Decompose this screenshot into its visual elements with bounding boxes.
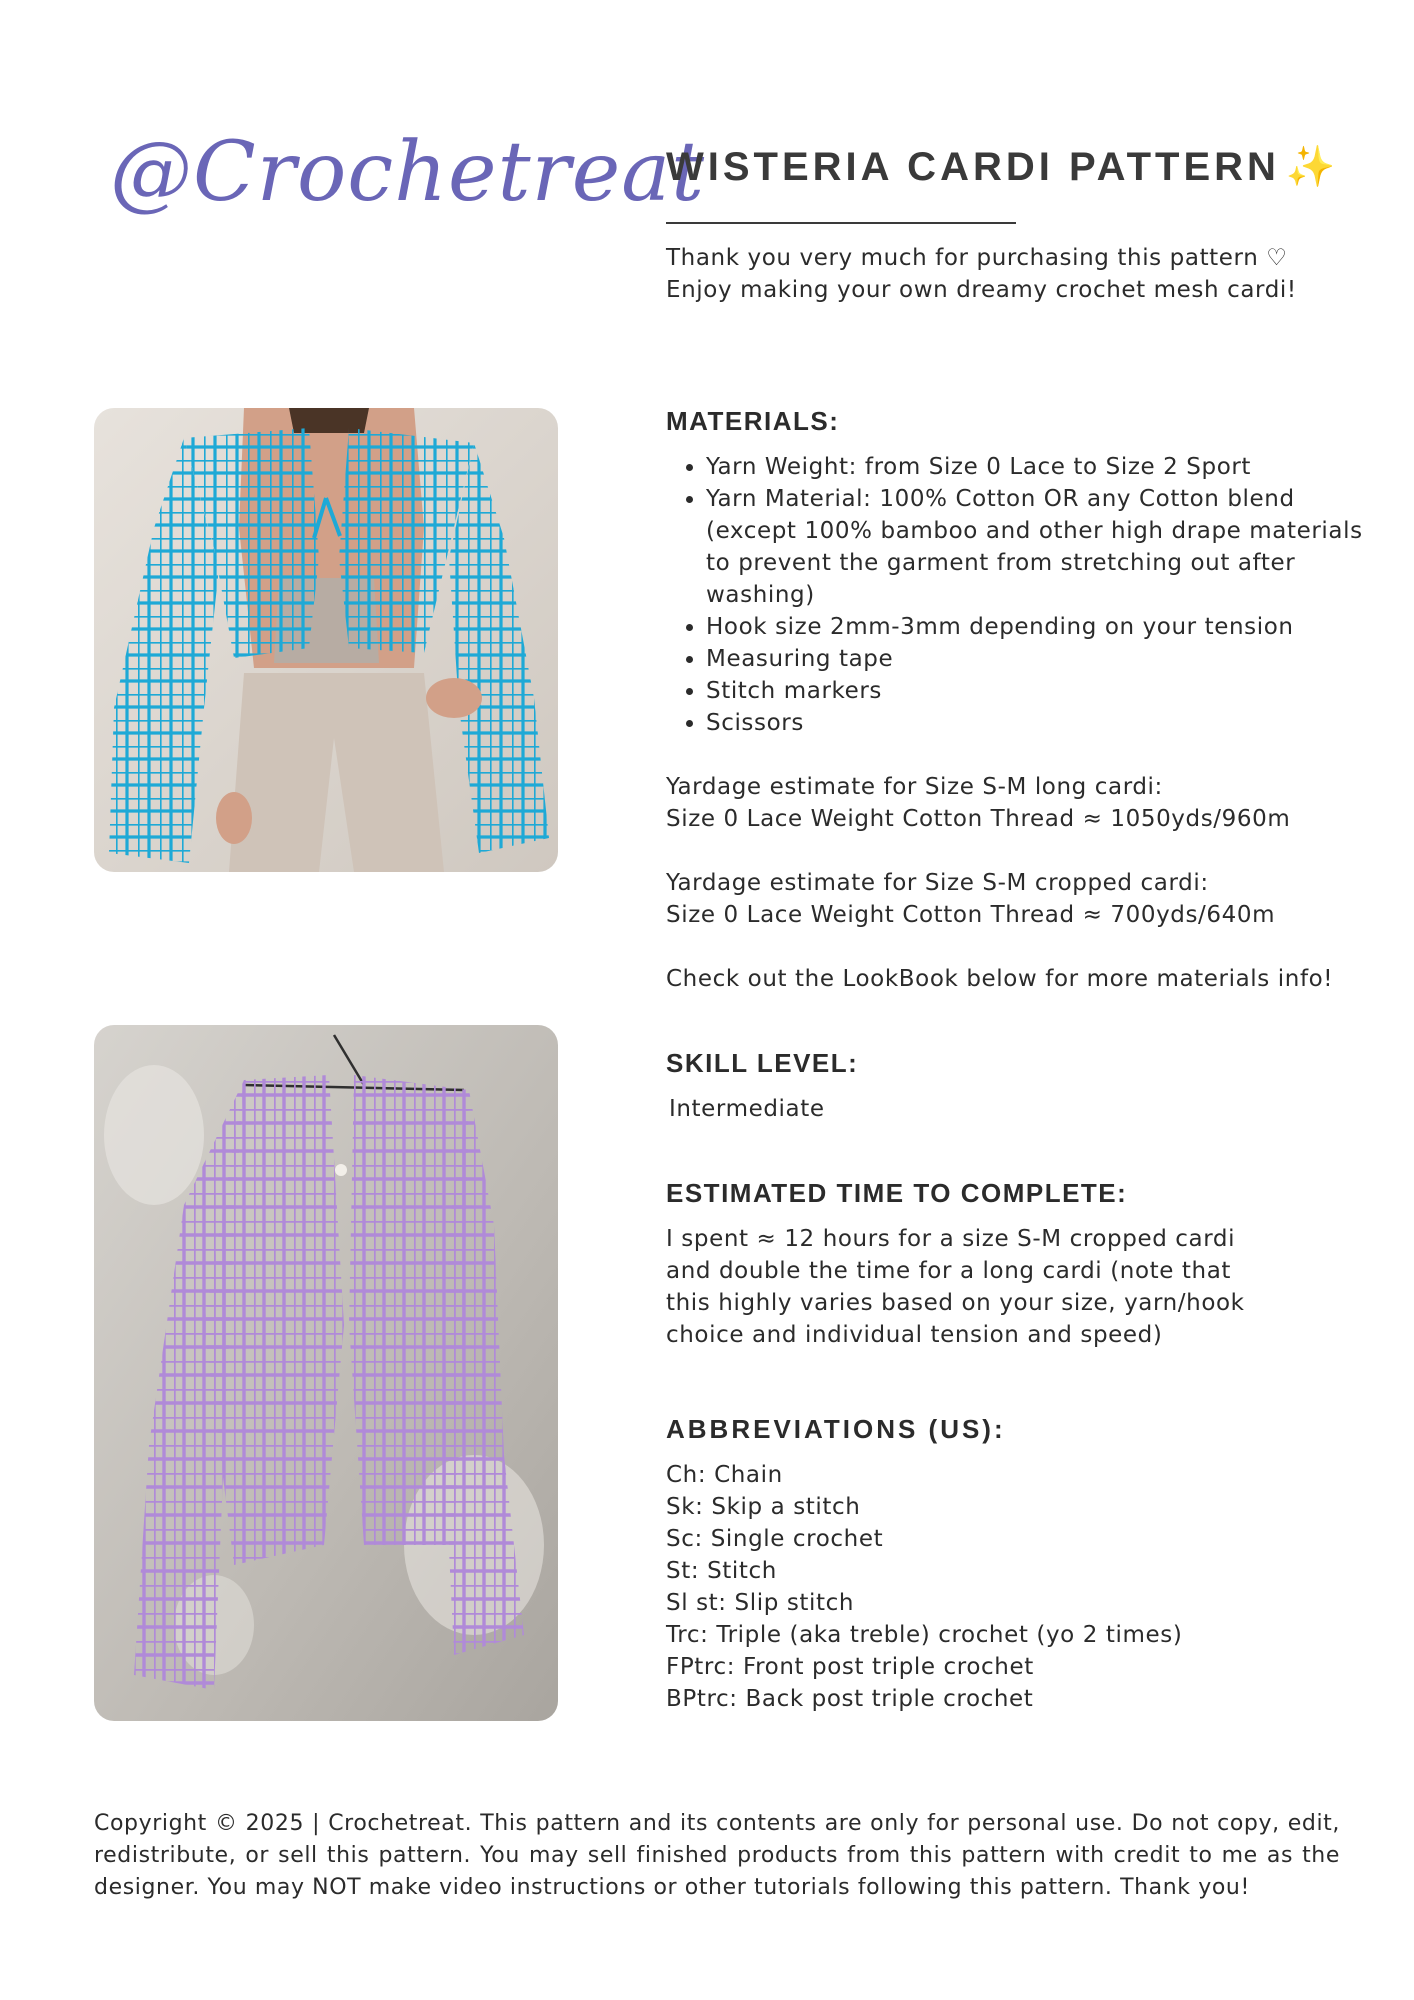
time-heading: ESTIMATED TIME TO COMPLETE: xyxy=(666,1178,1128,1208)
abbreviation-item: Sl st: Slip stitch xyxy=(666,1590,855,1616)
yardage-long xyxy=(666,771,1386,835)
abbreviation-item: St: Stitch xyxy=(666,1558,777,1584)
materials-item: • Scissors xyxy=(706,707,1386,739)
abbreviation-item: Sk: Skip a stitch xyxy=(666,1494,861,1520)
skill-heading: SKILL LEVEL: xyxy=(666,1048,859,1078)
blue-cardi-illustration xyxy=(94,408,558,872)
abbreviation-item: BPtrc: Back post triple crochet xyxy=(666,1686,1034,1712)
lookbook-note: Check out the LookBook below for more materials info! xyxy=(666,966,1334,992)
time-line: choice and individual tension and speed) xyxy=(666,1322,1163,1348)
abbreviation-item: Ch: Chain xyxy=(666,1462,783,1488)
sparkles-icon: ✨ xyxy=(1285,145,1336,189)
intro-line: Enjoy making your own dreamy crochet mesh cardi! xyxy=(666,277,1297,303)
time-line: and double the time for a long cardi (note that xyxy=(666,1258,1232,1284)
title-divider xyxy=(666,222,1016,224)
yardage-line: Size 0 Lace Weight Cotton Thread ≈ 700yds/640m xyxy=(666,902,1276,928)
abbreviation-item: FPtrc: Front post triple crochet xyxy=(666,1654,1034,1680)
yardage-line: Yardage estimate for Size S-M cropped cardi: xyxy=(666,870,1209,896)
time-line: I spent ≈ 12 hours for a size S-M cropped cardi xyxy=(666,1226,1236,1252)
title-text: WISTERIA CARDI PATTERN xyxy=(666,145,1280,189)
blue-cardi-photo xyxy=(94,408,558,872)
skill-value: Intermediate xyxy=(669,1096,825,1122)
yardage-line: Yardage estimate for Size S-M long cardi: xyxy=(666,774,1163,800)
abbreviation-item: Sc: Single crochet xyxy=(666,1526,884,1552)
brand-logo: @Crochetreat xyxy=(110,125,706,220)
time-text xyxy=(666,1223,1386,1351)
materials-list xyxy=(666,451,1386,739)
time-line: this highly varies based on your size, yarn/hook xyxy=(666,1290,1245,1316)
materials-item: • Stitch markers xyxy=(706,675,1386,707)
materials-item: • Yarn Weight: from Size 0 Lace to Size 2 Sport xyxy=(706,451,1386,483)
materials-item: • Yarn Material: 100% Cotton OR any Cotton blend (except 100% bamboo and other high drape materials to prevent the garment from stretching out after washing) xyxy=(706,483,1386,611)
abbreviation-item: Trc: Triple (aka treble) crochet (yo 2 times) xyxy=(666,1622,1183,1648)
page-title xyxy=(666,143,1336,190)
materials-heading: MATERIALS: xyxy=(666,406,840,436)
abbreviations-heading: ABBREVIATIONS (US): xyxy=(666,1414,1006,1444)
purple-cardi-photo xyxy=(94,1025,558,1721)
abbreviations-list xyxy=(666,1459,1386,1715)
purple-cardi-illustration xyxy=(94,1025,558,1721)
intro-line: Thank you very much for purchasing this pattern ♡ xyxy=(666,245,1288,271)
pattern-details xyxy=(666,405,1386,1715)
yardage-cropped xyxy=(666,867,1386,931)
intro-text xyxy=(666,242,1297,306)
materials-item: • Hook size 2mm-3mm depending on your tension xyxy=(706,611,1386,643)
yardage-line: Size 0 Lace Weight Cotton Thread ≈ 1050yds/960m xyxy=(666,806,1291,832)
materials-item: • Measuring tape xyxy=(706,643,1386,675)
copyright-footer: Copyright © 2025 | Crochetreat. This pattern and its contents are only for personal use. Do not copy, edit, redistribute, or sell this pattern. You may sell finished products from this pattern with credit to me as the designer. You may NOT make video instructions or other tutorials following this pattern. Thank you! xyxy=(94,1811,1340,1900)
